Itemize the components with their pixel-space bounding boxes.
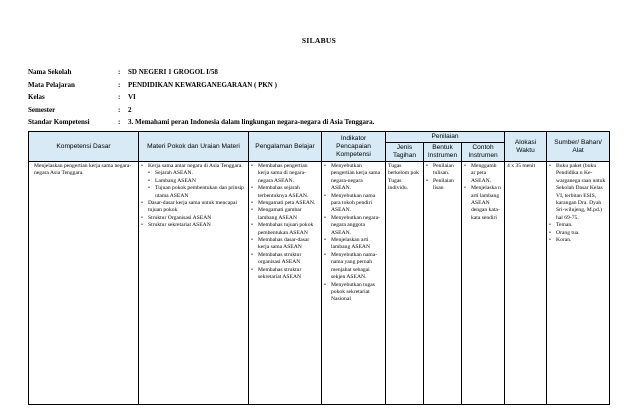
info-value: PENDIDIKAN KEWARGANEGARAAN ( PKN ) [128,80,277,89]
info-value: VI [128,93,136,101]
list-item: • Sejarah ASEAN. [141,170,246,177]
jenis-text: Tugas berkelom pok Tugas individu. [388,163,419,192]
info-colon: : [118,80,121,89]
list-item: • Orang tua. [549,230,607,237]
info-colon: : [118,105,121,114]
info-value: 2 [128,105,132,114]
cell-indikator [322,162,386,405]
list-item: • Lambang ASEAN [141,178,246,185]
header-contoh: Contoh Instrumen [462,143,505,162]
list-item: • Tujuan pokok pembentukan dan prinsip utama ASEAN [141,185,246,200]
info-label: Standar Kompetensi [28,118,90,126]
info-row [28,68,374,81]
info-label: Mata Pelajaran [28,80,75,89]
kompetensi-text: Menjelaskan pengertian kerja sama negara-negara Asia Tenggara. [34,163,132,177]
list-item: • Menjelaska n arti lambang ASEAN dengan kata-kata sendiri [464,185,502,222]
alokasi-text: 4 x 35 menit [507,163,536,169]
header-kompetensi-dasar: Kompetensi Dasar [29,132,139,162]
list-item: • Menyebutkan pengertian kerja sama negara-negara ASEAN. [324,163,383,193]
list-item: • Menyebutkan nama para tokoh pendiri ASEAN. [324,193,383,215]
cell-pengalaman [249,162,322,405]
header-indikator: Indikator Pencapaian Kompetensi [322,132,386,162]
list-item: • Menjelaskan arti lambang ASEAN [324,237,383,252]
header-alokasi: Alokasi Waktu [505,132,547,162]
list-item: • Mengamati gambar lambang ASEAN [251,207,319,222]
cell-bentuk [424,162,462,405]
header-bentuk: Bentuk Instrumen [424,143,462,162]
list-item: • Membahas pengertian kerja sama di negara-negara ASEAN. [251,163,319,185]
info-colon: : [118,118,121,126]
cell-jenis [386,162,424,405]
list-item: • Membahas dasar-dasar kerja sama ASEAN [251,237,319,252]
info-label: Semester [28,105,56,114]
info-row [28,81,374,94]
info-value: SD NEGERI 1 GROGOL I/58 [128,68,218,76]
info-label: Kelas [28,93,45,101]
header-jenis: Jenis Tagihan [386,143,424,162]
list-item: • Dasar-dasar kerja sama untuk mencapai tujuan pokok [141,200,246,215]
list-item: • Teman. [549,222,607,229]
list-item: • Penilaian lisan [426,178,459,193]
info-row [28,118,374,131]
cell-materi [139,162,249,405]
cell-kompetensi-dasar [29,162,139,405]
info-row [28,93,374,106]
list-item: • Struktur sekretariat ASEAN [141,222,246,229]
list-item: • Buku paket (buku Pendidika n Ke-warganega raan untuk Sekolah Dasar Kelas VI, terbitan ESIS, karangan Dra. Dyah Sri-wilujeng, M.pd.) hal 69-75. [549,163,607,222]
cell-alokasi [505,162,547,405]
list-item: • Membahas struktur sekretariat ASEAN [251,267,319,282]
list-item: • Struktur Organisasi ASEAN [141,215,246,222]
header-pengalaman: Pengalaman Belajar [249,132,322,162]
header-penilaian: Penilaian [386,132,505,143]
list-item: • Menyebutkan tugas pokok sekretariat Nasional [324,282,383,304]
list-item: • Menggamb ar peta ASEAN. [464,163,502,185]
list-item: • Kerja sama antar negara di Asia Tenggara. [141,163,246,170]
page-title: SILABUS [301,36,337,45]
header-sumber: Sumber/ Bahan/ Alat [547,132,610,162]
list-item: • Koran. [549,237,607,244]
syllabus-info [28,68,374,131]
cell-contoh [462,162,505,405]
table-row [29,162,610,405]
list-item: • Membahas struktur organisasi ASEAN [251,252,319,267]
info-label: Nama Sekolah [28,68,72,76]
info-colon: : [118,93,121,101]
info-colon: : [118,68,121,76]
list-item: • Penilaian tulisan. [426,163,459,178]
list-item: • Mengamati peta ASEAN. [251,200,319,207]
list-item: • Membahas sejarah terbentuknya ASEAN. [251,185,319,200]
list-item: • Membahas tujuan pokok pembentukan ASEAN [251,222,319,237]
list-item: • Menyebutkan nama-nama yang pernah menjabat sebagai sekjen ASEAN. [324,252,383,282]
header-materi: Materi Pokok dan Uraian Materi [139,132,249,162]
syllabus-table [28,131,610,405]
cell-sumber [547,162,610,405]
info-row [28,106,374,119]
info-value: 3. Memahami peran Indonesia dalam lingkungan negara-negara di Asia Tenggara. [128,118,375,126]
list-item: • Menyebutkan negara-negara anggota ASEAN. [324,215,383,237]
